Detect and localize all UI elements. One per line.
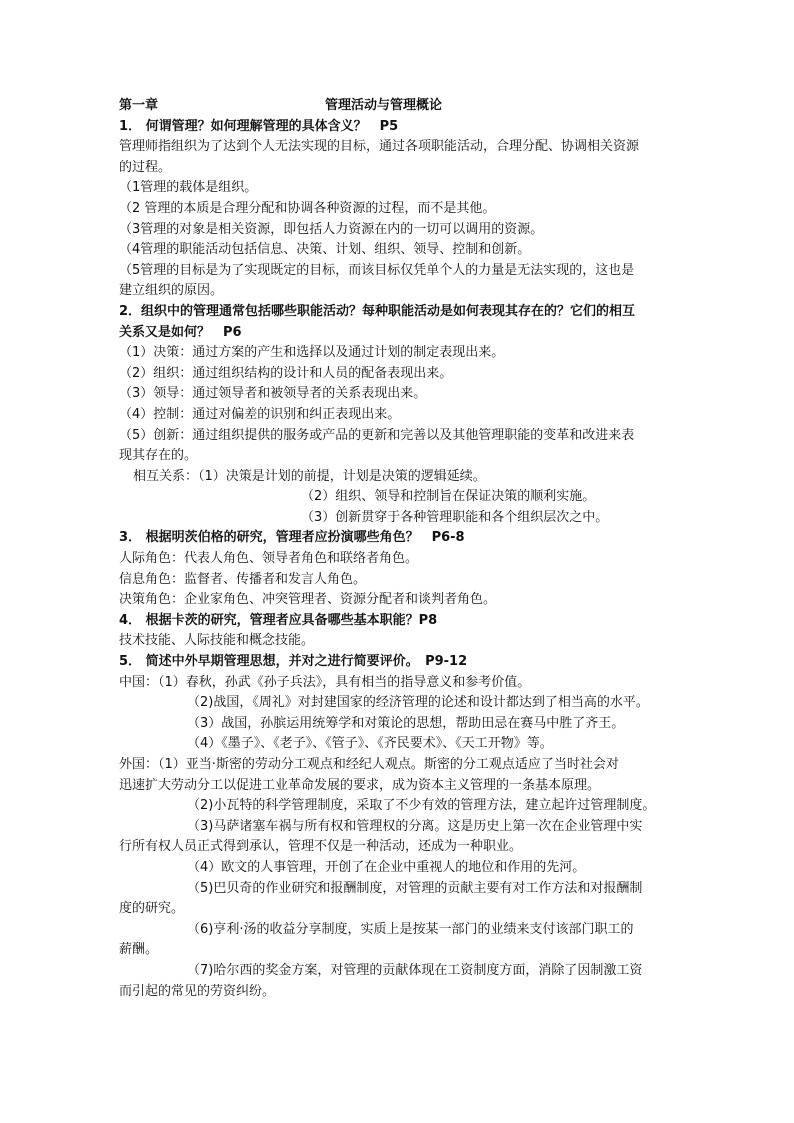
list-item: （3）战国，孙膑运用统筹学和对策论的思想，帮助田忌在赛马中胜了齐王。: [187, 715, 625, 731]
list-item: （3)马萨诸塞车祸与所有权和管理权的分离。这是历史上第一次在企业管理中实: [187, 818, 643, 834]
list-item: （1）决策：通过方案的产生和选择以及通过计划的制定表现出来。: [119, 345, 505, 361]
list-item: （4）《墨子》、《老子》、《管子》、《齐民要术》、《天工开物》等。: [187, 736, 553, 752]
paragraph-line: 的过程。: [119, 159, 172, 175]
paragraph-line: 人际角色：代表人角色、领导者角色和联络者角色。: [119, 551, 419, 567]
question-2-heading-cont: 关系又是如何？ P6: [119, 324, 242, 340]
list-item: （2）组织：通过组织结构的设计和人员的配备表现出来。: [119, 365, 453, 381]
list-item: 外国：（1）亚当·斯密的劳动分工观点和经纪人观点。斯密的分工观点适应了当时社会对: [119, 757, 619, 772]
document-page: [119, 96, 679, 1002]
list-item: 中国：（1）春秋，孙武《孙子兵法》，具有相当的指导意义和参考价值。: [119, 674, 531, 690]
paragraph-line: 迅速扩大劳动分工以促进工业革命发展的要求，成为资本主义管理的一条基本原理。: [119, 777, 601, 793]
relation-line: 相互关系：（1）决策是计划的前提，计划是决策的逻辑延续。: [133, 468, 486, 484]
paragraph-line: 现其存在的。: [119, 448, 198, 464]
paragraph-line: 技术技能、人际技能和概念技能。: [119, 633, 315, 649]
paragraph-line: 行所有权人员正式得到承认，管理不仅是一种活动，还成为一种职业。: [119, 839, 523, 855]
paragraph-line: 管理师指组织为了达到个人无法实现的目标，通过各项职能活动，合理分配、协调相关资源: [119, 139, 640, 155]
relation-line: （2）组织、领导和控制旨在保证决策的顺利实施。: [301, 489, 596, 505]
list-item: （4管理的职能活动包括信息、决策、计划、组织、领导、控制和创新。: [119, 242, 531, 258]
list-item: （2)小瓦特的科学管理制度，采取了不少有效的管理方法，建立起许过管理制度。: [187, 798, 656, 814]
paragraph-line: 决策角色：企业家角色、冲突管理者、资源分配者和谈判者角色。: [119, 592, 497, 608]
question-4-heading: 4． 根据卡茨的研究，管理者应具备哪些基本职能？P8: [119, 612, 438, 628]
paragraph-line: 而引起的常见的劳资纠纷。: [119, 983, 276, 999]
list-item: （2 管理的本质是合理分配和协调各种资源的过程，而不是其他。: [119, 200, 496, 216]
list-item: （3）领导：通过领导者和被领导者的关系表现出来。: [119, 386, 427, 402]
relation-line: （3）创新贯穿于各种管理职能和各个组织层次之中。: [301, 509, 609, 525]
question-3-heading: 3． 根据明茨伯格的研究，管理者应扮演哪些角色？ P6-8: [119, 530, 465, 546]
question-1-heading: 1． 何谓管理？如何理解管理的具体含义？ P5: [119, 118, 399, 134]
chapter-title: 管理活动与管理概论: [325, 98, 443, 113]
question-2-heading: 2．组织中的管理通常包括哪些职能活动？每种职能活动是如何表现其存在的？它们的相互: [119, 303, 636, 319]
list-item: （4）控制：通过对偏差的识别和纠正表现出来。: [119, 406, 401, 422]
paragraph-line: 信息角色：监督者、传播者和发言人角色。: [119, 571, 367, 587]
paragraph-line: 度的研究。: [119, 901, 185, 917]
list-item: （5管理的目标是为了实现既定的目标，而该目标仅凭单个人的力量是无法实现的，这也是: [119, 262, 635, 278]
list-item: （5)巴贝奇的作业研究和报酬制度，对管理的贡献主要有对工作方法和对报酬制: [187, 880, 643, 896]
list-item: （3管理的对象是相关资源，即包括人力资源在内的一切可以调用的资源。: [119, 221, 544, 237]
chapter-heading: [119, 96, 679, 117]
list-item: （5）创新：通过组织提供的服务或产品的更新和完善以及其他管理职能的变革和改进来表: [119, 427, 635, 443]
list-item: （2)战国，《周礼》对封建国家的经济管理的论述和设计都达到了相当高的水平。: [187, 695, 649, 711]
paragraph-line: 薪酬。: [119, 942, 159, 958]
list-item: （1管理的载体是组织。: [119, 180, 258, 196]
chapter-label: 第一章: [119, 98, 159, 113]
list-item: （7)哈尔西的奖金方案，对管理的贡献体现在工资制度方面，消除了因制激工资: [187, 962, 643, 978]
list-item: （6)亨利·汤的收益分享制度，实质上是按某一部门的业绩来支付该部门职工的: [187, 921, 634, 937]
list-item: （4）欧文的人事管理，开创了在企业中重视人的地位和作用的先河。: [187, 859, 586, 875]
question-5-heading: 5． 简述中外早期管理思想，并对之进行简要评价。 P9-12: [119, 654, 468, 670]
paragraph-line: 建立组织的原因。: [119, 283, 224, 299]
